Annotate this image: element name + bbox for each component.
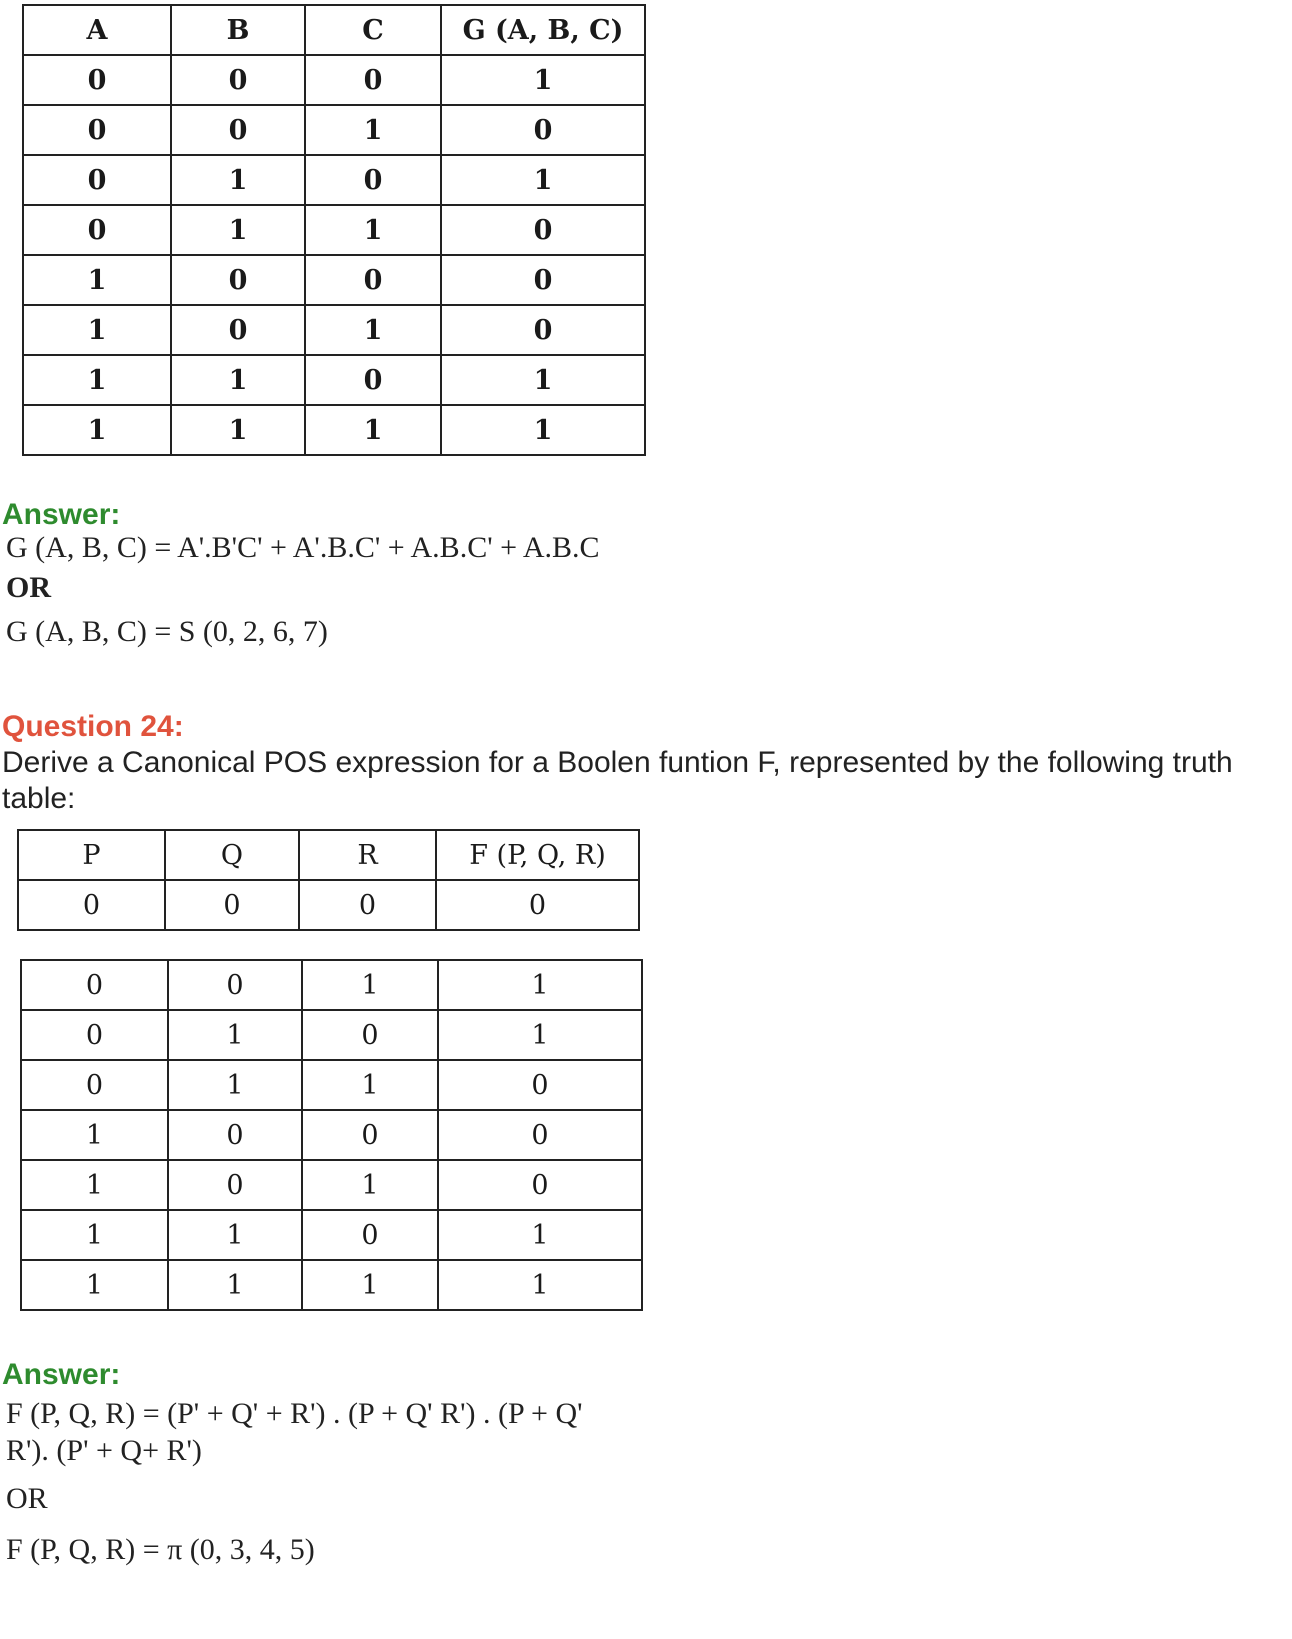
table-cell: 0 xyxy=(21,1010,168,1060)
table-cell: 0 xyxy=(21,1060,168,1110)
table-cell: 1 xyxy=(302,1060,438,1110)
table-row xyxy=(21,1010,642,1060)
table-cell: 0 xyxy=(299,880,436,930)
truth-table-f-top xyxy=(17,829,640,931)
table-cell: 1 xyxy=(438,1210,642,1260)
table-cell: 0 xyxy=(305,55,441,105)
table-row xyxy=(21,1210,642,1260)
table-cell: 0 xyxy=(441,205,645,255)
column-header: F (P, Q, R) xyxy=(436,830,639,880)
column-header: G (A, B, C) xyxy=(441,5,645,55)
table-cell: 1 xyxy=(302,960,438,1010)
table-cell: 0 xyxy=(171,55,305,105)
table-cell: 1 xyxy=(441,155,645,205)
table-cell: 0 xyxy=(305,255,441,305)
table-cell: 0 xyxy=(23,55,171,105)
table-cell: 0 xyxy=(168,1110,302,1160)
table-cell: 1 xyxy=(21,1210,168,1260)
table-header-row xyxy=(18,830,639,880)
table-row xyxy=(21,1060,642,1110)
table-cell: 0 xyxy=(438,1060,642,1110)
question-text: Derive a Canonical POS expression for a Boolen funtion F, represented by the following truth table: xyxy=(2,746,1233,815)
table-cell: 1 xyxy=(23,255,171,305)
table-cell: 0 xyxy=(441,305,645,355)
table-cell: 0 xyxy=(305,355,441,405)
table-cell: 1 xyxy=(438,1010,642,1060)
table-cell: 1 xyxy=(21,1260,168,1310)
table-row xyxy=(23,405,645,455)
table-row xyxy=(21,1110,642,1160)
table-row xyxy=(21,1160,642,1210)
table-cell: 0 xyxy=(23,105,171,155)
table-row xyxy=(23,155,645,205)
table-cell: 1 xyxy=(168,1060,302,1110)
table-cell: 1 xyxy=(438,960,642,1010)
table-cell: 0 xyxy=(438,1110,642,1160)
column-header: B xyxy=(171,5,305,55)
table-cell: 0 xyxy=(168,1160,302,1210)
answer-pos-expression-line1: F (P, Q, R) = (P' + Q' + R') . (P + Q' R') . (P + Q' xyxy=(6,1397,583,1430)
table-row xyxy=(23,105,645,155)
table-cell: 1 xyxy=(171,155,305,205)
answer-pos-expression-line2: R'). (P' + Q+ R') xyxy=(6,1434,202,1467)
column-header: Q xyxy=(165,830,299,880)
table-cell: 0 xyxy=(441,105,645,155)
table-cell: 0 xyxy=(23,155,171,205)
table-cell: 0 xyxy=(302,1110,438,1160)
truth-table-g xyxy=(22,4,646,456)
answer-sop-expression: G (A, B, C) = A'.B'C' + A'.B.C' + A.B.C' + A.B.C xyxy=(6,531,600,564)
table-cell: 1 xyxy=(168,1210,302,1260)
table-cell: 1 xyxy=(21,1160,168,1210)
table-header-row xyxy=(23,5,645,55)
column-header: R xyxy=(299,830,436,880)
table-cell: 0 xyxy=(302,1210,438,1260)
table-row xyxy=(18,880,639,930)
table-row xyxy=(23,305,645,355)
truth-table-f-bottom xyxy=(20,959,643,1311)
answer-pi-expression: F (P, Q, R) = π (0, 3, 4, 5) xyxy=(6,1533,315,1566)
table-cell: 0 xyxy=(165,880,299,930)
table-cell: 0 xyxy=(23,205,171,255)
column-header: C xyxy=(305,5,441,55)
answer-sigma-expression: G (A, B, C) = S (0, 2, 6, 7) xyxy=(6,615,328,648)
table-cell: 0 xyxy=(436,880,639,930)
table-cell: 1 xyxy=(171,355,305,405)
question-label: Question 24: xyxy=(2,710,184,743)
table-row xyxy=(21,960,642,1010)
table-cell: 0 xyxy=(171,305,305,355)
table-cell: 1 xyxy=(23,305,171,355)
table-cell: 0 xyxy=(438,1160,642,1210)
table-cell: 0 xyxy=(441,255,645,305)
table-cell: 1 xyxy=(305,405,441,455)
answer-label: Answer: xyxy=(2,1358,121,1391)
table-cell: 1 xyxy=(23,355,171,405)
table-cell: 0 xyxy=(305,155,441,205)
table-cell: 0 xyxy=(168,960,302,1010)
table-cell: 0 xyxy=(302,1010,438,1060)
table-cell: 1 xyxy=(305,205,441,255)
table-cell: 1 xyxy=(171,405,305,455)
column-header: P xyxy=(18,830,165,880)
table-row xyxy=(21,1260,642,1310)
table-cell: 0 xyxy=(171,105,305,155)
table-cell: 1 xyxy=(441,355,645,405)
table-cell: 1 xyxy=(441,55,645,105)
table-cell: 0 xyxy=(171,255,305,305)
table-cell: 0 xyxy=(18,880,165,930)
table-cell: 1 xyxy=(21,1110,168,1160)
table-cell: 1 xyxy=(302,1160,438,1210)
table-cell: 0 xyxy=(21,960,168,1010)
table-cell: 1 xyxy=(168,1010,302,1060)
answer-or: OR xyxy=(6,571,51,604)
table-row xyxy=(23,55,645,105)
table-cell: 1 xyxy=(168,1260,302,1310)
answer-or: OR xyxy=(6,1482,48,1515)
table-cell: 1 xyxy=(438,1260,642,1310)
answer-label: Answer: xyxy=(2,498,121,531)
table-row xyxy=(23,205,645,255)
table-cell: 1 xyxy=(23,405,171,455)
table-cell: 1 xyxy=(171,205,305,255)
table-row xyxy=(23,255,645,305)
table-cell: 1 xyxy=(305,305,441,355)
table-cell: 1 xyxy=(305,105,441,155)
column-header: A xyxy=(23,5,171,55)
table-cell: 1 xyxy=(302,1260,438,1310)
table-cell: 1 xyxy=(441,405,645,455)
table-row xyxy=(23,355,645,405)
